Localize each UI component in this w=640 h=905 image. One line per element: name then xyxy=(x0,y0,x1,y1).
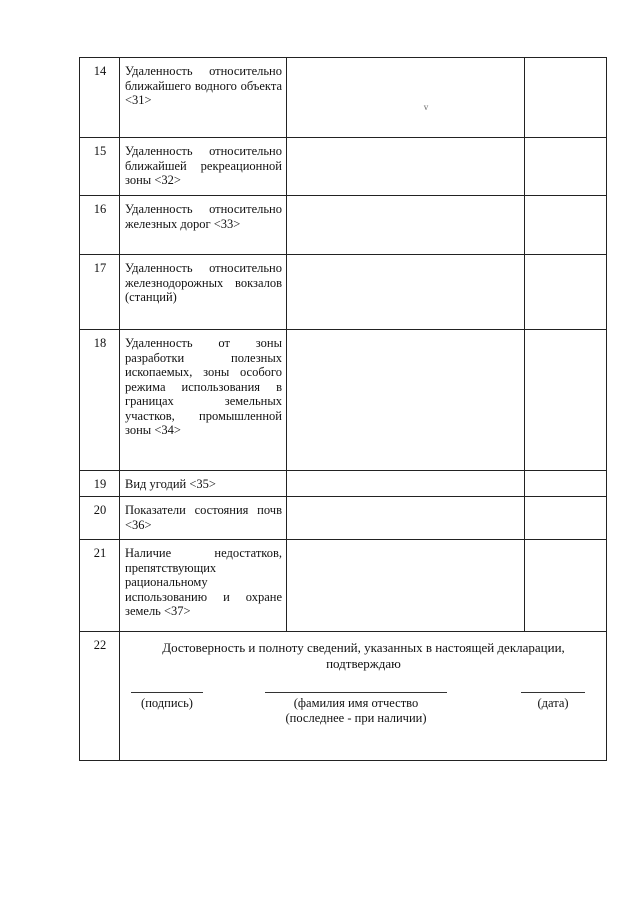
declaration-table xyxy=(79,57,607,761)
table-row xyxy=(80,497,607,540)
table-row xyxy=(80,632,607,761)
row-value-cell xyxy=(287,196,525,255)
row-number: 15 xyxy=(80,138,120,196)
row-description: Наличие недостатков, препятствующих рациональному использованию и охране земель <37> xyxy=(120,540,287,632)
row-value-cell xyxy=(287,255,525,330)
row-description: Показатели состояния почв <36> xyxy=(120,497,287,540)
date-line xyxy=(521,692,585,693)
row-value-cell xyxy=(287,471,525,497)
table-row xyxy=(80,471,607,497)
table-row xyxy=(80,138,607,196)
row-note-cell xyxy=(525,497,607,540)
signature-caption: (подпись) xyxy=(141,696,193,710)
row-number: 14 xyxy=(80,58,120,138)
date-caption: (дата) xyxy=(537,696,569,710)
row-value-cell xyxy=(287,138,525,196)
row-value-cell xyxy=(287,58,525,138)
row-number: 22 xyxy=(80,632,120,761)
row-note-cell xyxy=(525,540,607,632)
row-value-cell xyxy=(287,540,525,632)
row-number: 16 xyxy=(80,196,120,255)
table-row xyxy=(80,540,607,632)
table-row xyxy=(80,330,607,471)
row-note-cell xyxy=(525,255,607,330)
certification-text: Достоверность и полноту сведений, указанных в настоящей декларации, подтверждаю xyxy=(162,640,565,671)
row-description: Вид угодий <35> xyxy=(120,471,287,497)
row-number: 17 xyxy=(80,255,120,330)
row-value-cell xyxy=(287,497,525,540)
row-number: 18 xyxy=(80,330,120,471)
row-value-cell xyxy=(287,330,525,471)
row-note-cell xyxy=(525,471,607,497)
certification-cell xyxy=(120,632,607,761)
table-row xyxy=(80,196,607,255)
row-note-cell xyxy=(525,58,607,138)
full-name-line xyxy=(265,692,447,693)
row-number: 19 xyxy=(80,471,120,497)
full-name-caption xyxy=(265,696,447,726)
check-mark: v xyxy=(423,102,429,112)
row-description: Удаленность относительно железных дорог <33> xyxy=(120,196,287,255)
row-note-cell xyxy=(525,196,607,255)
full-name-caption-line2: (последнее - при наличии) xyxy=(285,711,427,725)
table-row xyxy=(80,58,607,138)
row-note-cell xyxy=(525,138,607,196)
row-number: 20 xyxy=(80,497,120,540)
table-row xyxy=(80,255,607,330)
row-description: Удаленность относительно ближайшей рекреационной зоны <32> xyxy=(120,138,287,196)
signature-block xyxy=(125,692,602,758)
row-description: Удаленность относительно ближайшего водного объекта <31> xyxy=(120,58,287,138)
full-name-caption-line1: (фамилия имя отчество xyxy=(293,696,419,710)
row-description: Удаленность от зоны разработки полезных ископаемых, зоны особого режима использования в границах земельных участков, промышленной зоны <34> xyxy=(120,330,287,471)
row-description: Удаленность относительно железнодорожных вокзалов (станций) xyxy=(120,255,287,330)
signature-line xyxy=(131,692,203,693)
row-number: 21 xyxy=(80,540,120,632)
row-note-cell xyxy=(525,330,607,471)
